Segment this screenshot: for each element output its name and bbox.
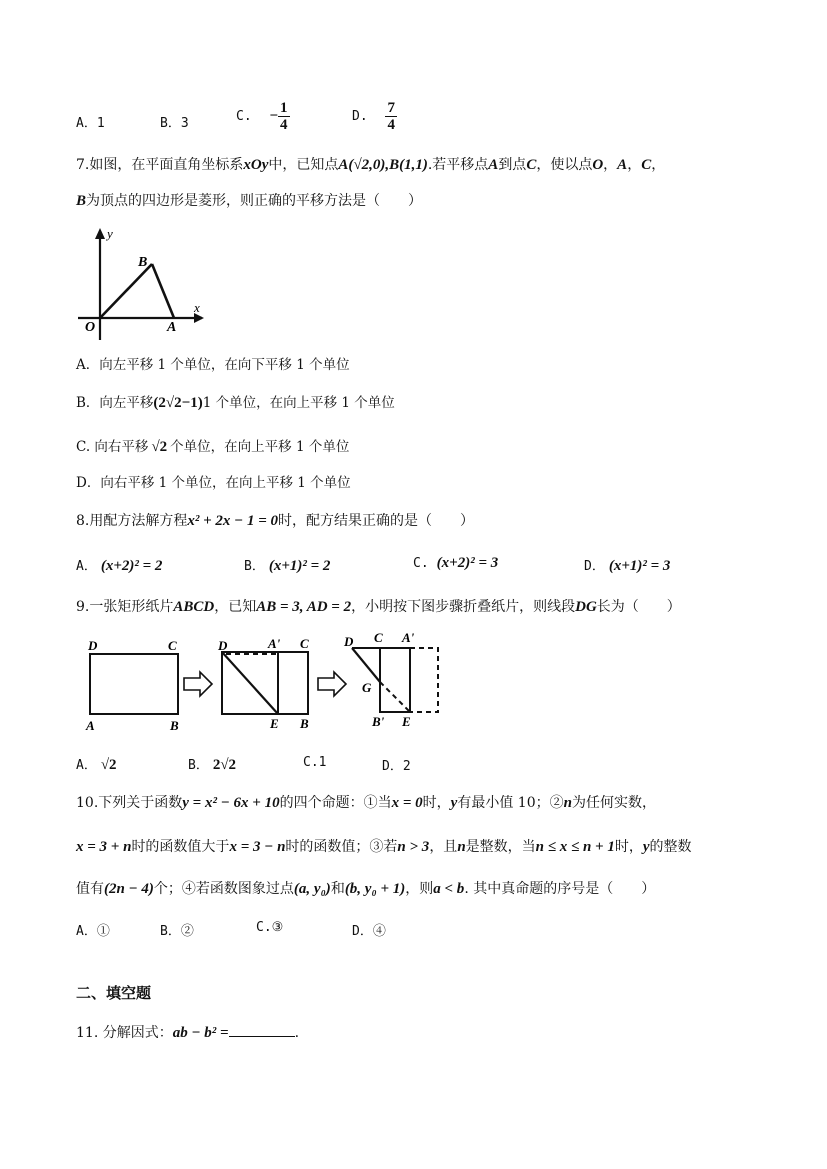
q6-option-d-fraction: $\frac{7}{4}$ bbox=[387, 100, 395, 133]
q7-y-arrow bbox=[95, 228, 105, 239]
q11-answer-blank[interactable] bbox=[229, 1022, 295, 1037]
q9-arrow-2 bbox=[318, 672, 346, 696]
q9-label-c3: C bbox=[374, 630, 383, 645]
q6-option-c-sign: − bbox=[269, 108, 279, 124]
q7-segment-ob bbox=[100, 264, 152, 318]
q9-label-b2: B bbox=[300, 716, 309, 731]
q9-label-a1: A bbox=[86, 718, 95, 733]
q9-panel3-diag-dashed bbox=[380, 682, 410, 712]
section-fill-in-title: 二、填空题 bbox=[76, 984, 152, 1002]
q7-option-c: C. 向右平移 √2 个单位，在向上平移 1 个单位 bbox=[76, 439, 350, 455]
q9-option-b: B． 2√2 bbox=[188, 757, 237, 773]
q9-label-e3: E bbox=[402, 714, 411, 729]
q8-option-a: A． (x+2)² = 2 bbox=[76, 558, 163, 574]
q7-label-a: A bbox=[167, 320, 177, 335]
q7-coordinate-figure bbox=[76, 224, 208, 344]
q6-option-d bbox=[352, 100, 397, 133]
q9-label-c2: C bbox=[300, 636, 309, 651]
q9-label-d3: D bbox=[344, 634, 354, 649]
q6-option-c-fraction: $\frac{1}{4}$ bbox=[280, 100, 288, 133]
q9-label-b1: B bbox=[170, 718, 179, 733]
q9-stem: 9.一张矩形纸片ABCD，已知AB = 3, AD = 2，小明按下图步骤折叠纸片，则线段DG长为（ ） bbox=[76, 599, 681, 615]
q9-label-c1: C bbox=[168, 638, 177, 653]
q9-panel2-strip bbox=[278, 652, 308, 714]
q9-option-a: A． √2 bbox=[76, 757, 117, 773]
q9-label-a2: A' bbox=[268, 636, 281, 651]
q9-label-d1: D bbox=[88, 638, 98, 653]
q7-option-a: A．向左平移 1 个单位，在向下平移 1 个单位 bbox=[76, 357, 350, 373]
q10-option-a: A．① bbox=[76, 924, 110, 939]
q9-rect-abcd bbox=[90, 654, 178, 714]
q9-option-d: D．2 bbox=[382, 759, 411, 774]
q11-stem: 11. 分解因式：ab − b² = . bbox=[76, 1022, 299, 1044]
q10-option-b: B．② bbox=[160, 924, 194, 939]
q10-option-c: C.③ bbox=[256, 920, 284, 935]
q6-option-b: B．3 bbox=[160, 116, 189, 131]
q9-label-d2: D bbox=[218, 638, 228, 653]
q9-panel3-solid bbox=[380, 648, 410, 712]
q10-stem-line2: x = 3 + n时的函数值大于x = 3 − n时的函数值；③若n > 3，且n是整数，当n ≤ x ≤ n + 1时，y的整数 bbox=[76, 839, 692, 855]
q10-stem-line1: 10.下列关于函数y = x² − 6x + 10的四个命题：①当x = 0时，y有最小值 10；②n为任何实数， bbox=[76, 795, 656, 811]
q7-option-b: B．向左平移(2√2−1)1 个单位，在向上平移 1 个单位 bbox=[76, 395, 395, 411]
q6-option-c-label: C. bbox=[236, 109, 252, 124]
q7-stem-line1: 7.如图，在平面直角坐标系xOy中，已知点A(√2,0),B(1,1).若平移点A到点C，使以点O，A，C， bbox=[76, 157, 666, 173]
q8-option-b: B． (x+1)² = 2 bbox=[244, 558, 331, 574]
q7-label-y: y bbox=[107, 226, 113, 241]
q7-stem-line2: B为顶点的四边形是菱形，则正确的平移方法是（ ） bbox=[76, 193, 423, 209]
q7-option-d: D．向右平移 1 个单位，在向上平移 1 个单位 bbox=[76, 475, 351, 491]
q9-panel3-fold bbox=[352, 648, 380, 682]
q6-option-a: A．1 bbox=[76, 116, 105, 131]
q10-stem-line3: 值有(2n − 4)个；④若函数图象过点(a, y₀)和(b, y₀ + 1)，则a < b. 其中真命题的序号是（ ） bbox=[76, 881, 656, 897]
q9-panel2-dashed bbox=[222, 654, 276, 714]
q7-label-o: O bbox=[85, 320, 96, 335]
q6-option-d-label: D. bbox=[352, 109, 368, 124]
q9-folding-figure bbox=[80, 628, 450, 736]
q9-label-e2: E bbox=[270, 716, 279, 731]
q9-label-a3: A' bbox=[402, 630, 415, 645]
q8-option-c: C. (x+2)² = 3 bbox=[413, 555, 499, 571]
q9-arrow-1 bbox=[184, 672, 212, 696]
q8-option-d: D． (x+1)² = 3 bbox=[584, 558, 671, 574]
q9-panel3-dashed bbox=[410, 648, 438, 712]
q7-label-x: x bbox=[194, 300, 200, 315]
q8-stem: 8.用配方法解方程x² + 2x − 1 = 0时，配方结果正确的是（ ） bbox=[76, 513, 475, 529]
q9-label-b3: B' bbox=[372, 714, 385, 729]
q7-segment-ba bbox=[152, 264, 174, 318]
q10-option-d: D．④ bbox=[352, 924, 386, 939]
q9-option-c: C.1 bbox=[303, 755, 327, 770]
q6-option-c bbox=[236, 100, 290, 133]
q7-label-b: B bbox=[138, 255, 148, 270]
q9-panel2-fold bbox=[222, 652, 278, 714]
q9-label-g3: G bbox=[362, 680, 372, 695]
